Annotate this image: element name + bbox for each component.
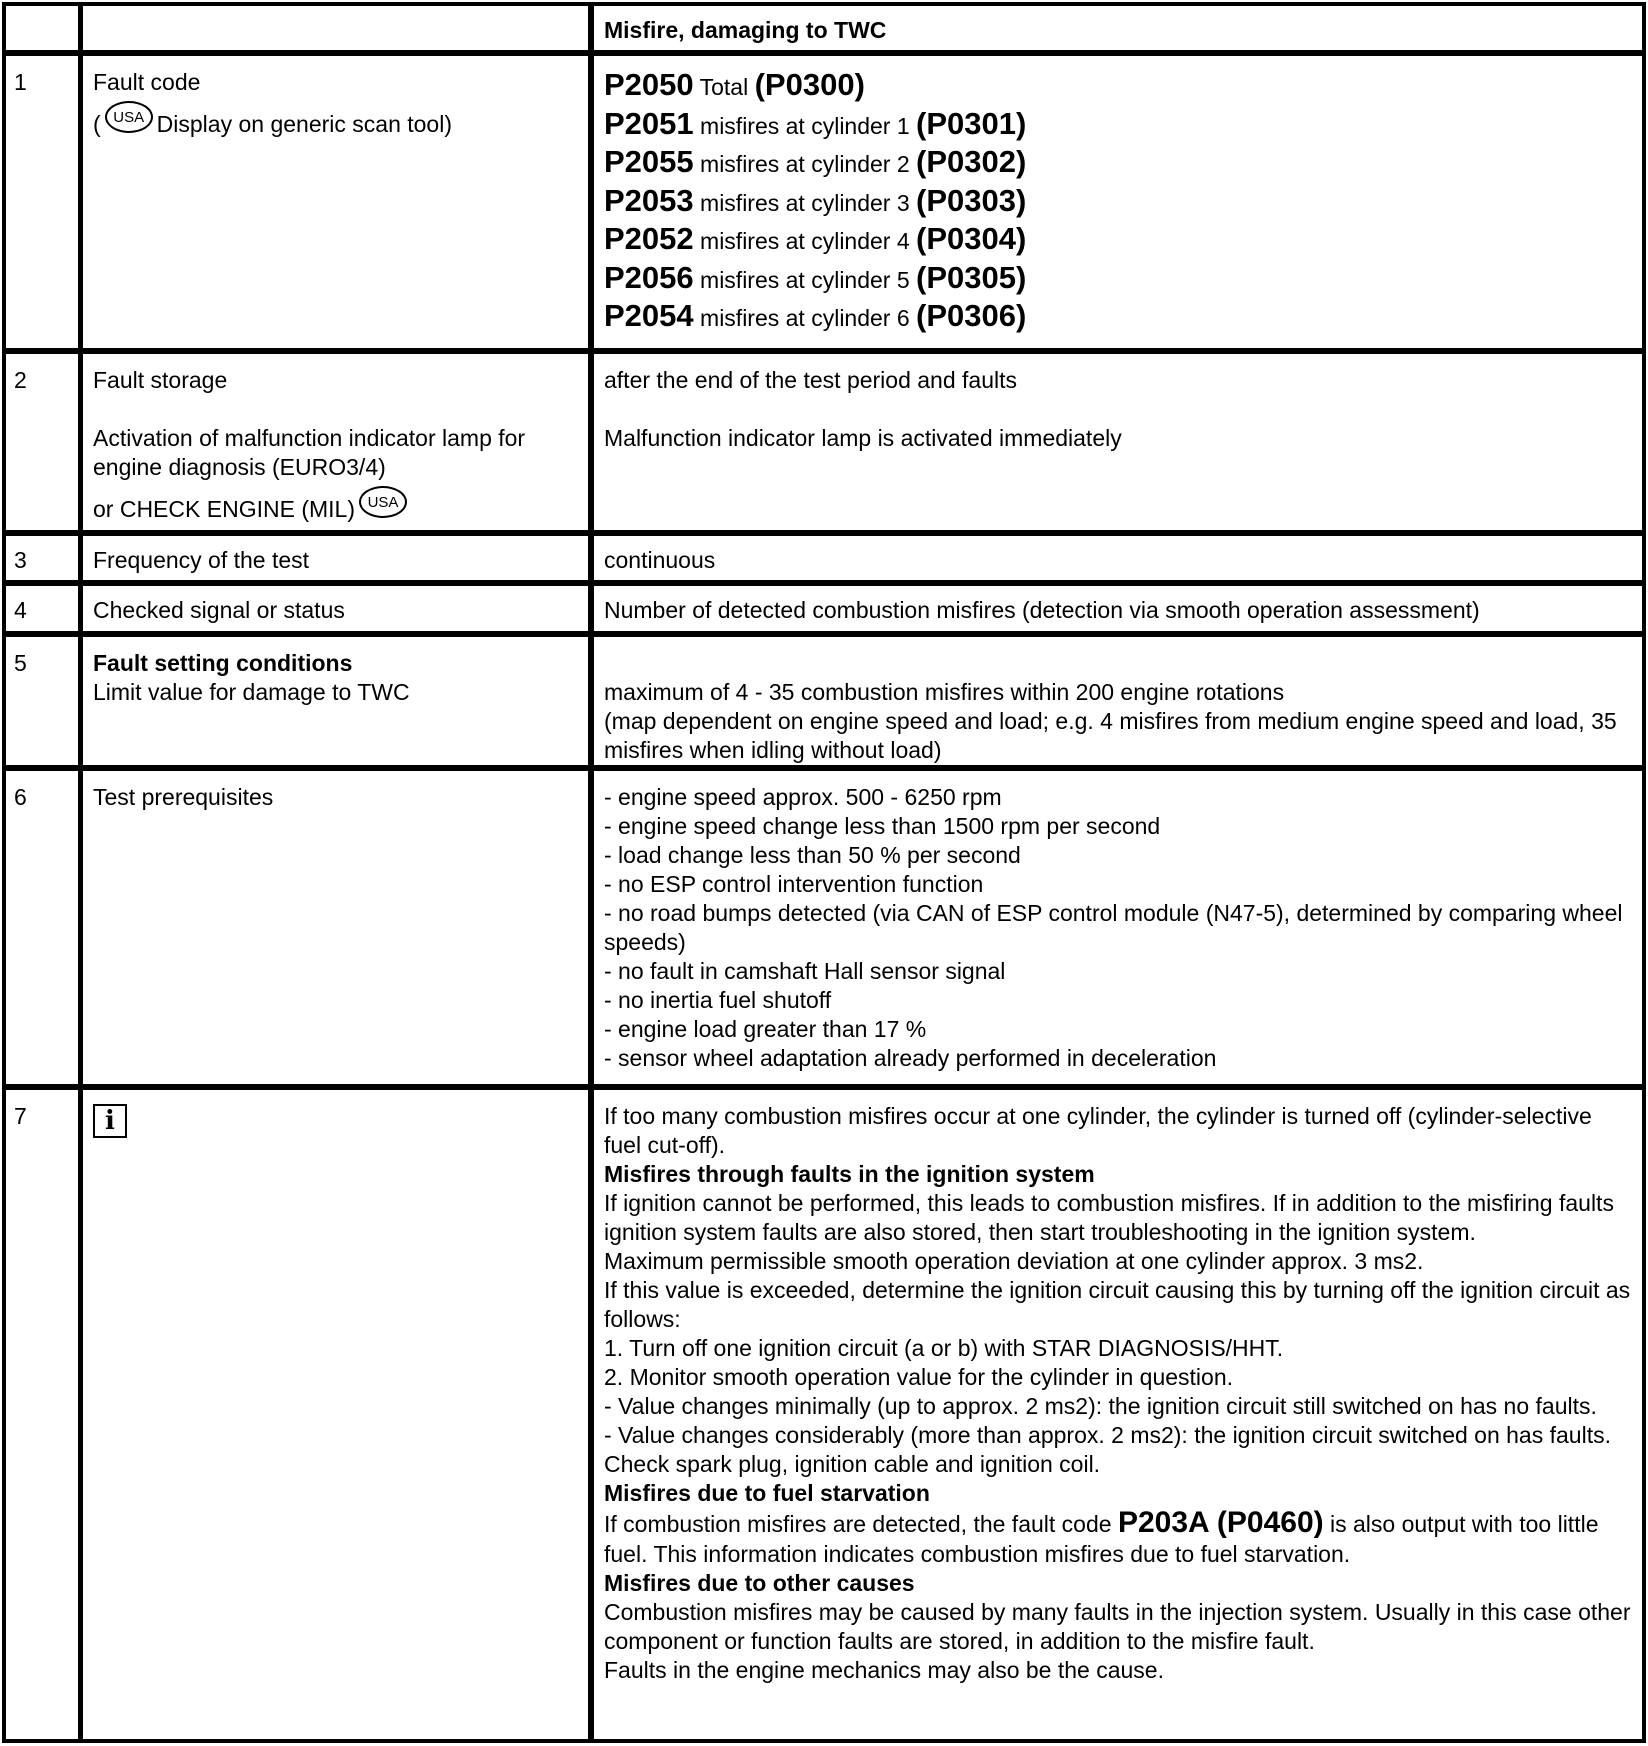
section-heading: Misfires due to fuel starvation (604, 1480, 930, 1506)
header-number-cell (6, 6, 78, 50)
paragraph: - Value changes considerably (more than approx. 2 ms2): the ignition circuit switched on has faults. Check spark plug, ignition cable and ignition coil. (604, 1422, 1611, 1477)
section-heading: Misfires due to other causes (604, 1570, 915, 1596)
paragraph: Maximum permissible smooth operation deviation at one cylinder approx. 3 ms2. (604, 1248, 1424, 1274)
fault-code-desc: Total (699, 74, 749, 100)
table-row (6, 586, 1642, 637)
fault-table (2, 2, 1646, 1743)
table-row (6, 771, 1642, 1090)
list-item: - engine load greater than 17 % (604, 1016, 927, 1042)
fault-code: P2054 (604, 298, 694, 333)
open-paren: ( (93, 111, 101, 137)
text-span: If combustion misfires are detected, the fault code (604, 1511, 1112, 1537)
fault-code-desc: misfires at cylinder 1 (700, 112, 910, 139)
info-icon: i (93, 1104, 127, 1138)
ignition-paragraphs (604, 1189, 1632, 1479)
mil-activation-value: Malfunction indicator lamp is activated immediately (604, 425, 1122, 451)
fault-code-sublabel (93, 101, 588, 139)
row-label: Checked signal or status (78, 586, 588, 631)
mil-activation-label (93, 424, 588, 524)
fault-storage-value: after the end of the test period and faults (604, 367, 1018, 393)
section-heading: Misfires through faults in the ignition system (604, 1161, 1095, 1187)
generic-fault-code: (P0304) (916, 221, 1027, 256)
usa-badge-icon: USA (359, 486, 407, 518)
table-row (6, 354, 1642, 536)
list-item: - engine speed approx. 500 - 6250 rpm (604, 784, 1002, 810)
fault-code-line (604, 143, 1632, 182)
row-value: Number of detected combustion misfires (detection via smooth operation assessment) (588, 586, 1642, 631)
fault-code-line (604, 105, 1632, 144)
row-label (78, 354, 588, 530)
paragraph: Combustion misfires may be caused by many faults in the injection system. Usually in this case other component or function faults are stored, in addition to the misfire fault. (604, 1599, 1631, 1654)
fault-code: P2055 (604, 144, 694, 179)
fault-code: P2052 (604, 221, 694, 256)
row-label (78, 1090, 588, 1741)
limit-value-text: maximum of 4 - 35 combustion misfires within 200 engine rotations (604, 679, 1285, 705)
paragraph: 1. Turn off one ignition circuit (a or b) with STAR DIAGNOSIS/HHT. (604, 1335, 1284, 1361)
table-row (6, 56, 1642, 354)
row-number: 5 (14, 650, 27, 676)
check-engine-label: or CHECK ENGINE (MIL) (93, 496, 355, 522)
limit-value-note: (map dependent on engine speed and load; e.g. 4 misfires from medium engine speed and load, 35 misfires when idling without load) (604, 708, 1617, 763)
fault-code-line (604, 220, 1632, 259)
row-value (588, 771, 1642, 1084)
row-value: continuous (588, 536, 1642, 580)
fault-code: P2050 (604, 67, 694, 102)
table-row (6, 536, 1642, 586)
table-header-row (6, 6, 1642, 56)
paragraph: If ignition cannot be performed, this leads to combustion misfires. If in addition to the misfiring faults ignition system faults are also stored, then start troubleshooting in the ignition system. (604, 1190, 1614, 1245)
fault-code-label: Fault code (93, 69, 201, 95)
limit-value-label: Limit value for damage to TWC (93, 679, 410, 705)
fault-code-inline: P203A (P0460) (1117, 1506, 1324, 1539)
row-label (78, 637, 588, 765)
fault-setting-heading: Fault setting conditions (93, 650, 353, 676)
fault-code-line (604, 66, 1632, 105)
row-number: 2 (14, 367, 27, 393)
paragraph: Faults in the engine mechanics may also be the cause. (604, 1657, 1164, 1683)
fault-code-line (604, 182, 1632, 221)
row-number: 3 (14, 547, 27, 573)
fault-code-line (604, 259, 1632, 298)
list-item: - no inertia fuel shutoff (604, 987, 832, 1013)
generic-fault-code: (P0305) (916, 259, 1027, 295)
other-causes-paragraphs (604, 1598, 1632, 1685)
note-intro: If too many combustion misfires occur at one cylinder, the cylinder is turned off (cylinder-selective fuel cut-off). (604, 1103, 1592, 1158)
list-item: - load change less than 50 % per second (604, 842, 1021, 868)
fault-code: P2056 (604, 259, 694, 295)
row-number: 7 (14, 1103, 27, 1129)
list-item: - sensor wheel adaptation already performed in deceleration (604, 1045, 1217, 1071)
fault-code: P2051 (604, 105, 694, 141)
mil-label-line (93, 486, 588, 524)
table-row (6, 637, 1642, 771)
generic-fault-code: (P0303) (916, 182, 1027, 218)
row-value (588, 354, 1642, 530)
mil-label-line: engine diagnosis (EURO3/4) (93, 454, 386, 480)
list-item: - engine speed change less than 1500 rpm per second (604, 813, 1161, 839)
paragraph: - Value changes minimally (up to approx. 2 ms2): the ignition circuit still switched on has no faults. (604, 1393, 1597, 1419)
row-number: 6 (14, 784, 27, 810)
fuel-starvation-text (604, 1508, 1632, 1569)
row-number: 1 (14, 69, 27, 95)
row-value (588, 1090, 1642, 1741)
generic-fault-code: (P0300) (754, 67, 865, 102)
generic-fault-code: (P0302) (916, 144, 1027, 179)
prerequisite-list (604, 783, 1632, 1073)
fault-code-desc: misfires at cylinder 6 (700, 305, 910, 331)
table-row (6, 1090, 1642, 1741)
list-item: - no ESP control intervention function (604, 871, 984, 897)
fault-code-desc: misfires at cylinder 5 (700, 266, 910, 293)
generic-fault-code: (P0306) (916, 298, 1027, 333)
paragraph: 2. Monitor smooth operation value for the cylinder in question. (604, 1364, 1234, 1390)
fault-code-desc: misfires at cylinder 2 (700, 151, 910, 177)
page-title: Misfire, damaging to TWC (588, 6, 1642, 50)
usa-badge-icon: USA (105, 101, 153, 133)
fault-code-desc: misfires at cylinder 3 (700, 189, 910, 216)
fault-code-desc: misfires at cylinder 4 (700, 228, 910, 254)
row-number: 4 (14, 597, 27, 623)
generic-fault-code: (P0301) (916, 105, 1027, 141)
fault-code-line (604, 297, 1632, 336)
paragraph: If this value is exceeded, determine the ignition circuit causing this by turning off the ignition circuit as follows: (604, 1277, 1631, 1332)
mil-label-line: Activation of malfunction indicator lamp for (93, 425, 526, 451)
list-item: - no road bumps detected (via CAN of ESP control module (N47-5), determined by comparing wheel speeds) (604, 900, 1623, 955)
fault-codes-cell (588, 56, 1642, 348)
row-label: Test prerequisites (78, 771, 588, 1084)
fault-code: P2053 (604, 182, 694, 218)
fault-storage-label: Fault storage (93, 367, 228, 393)
row-label (78, 56, 588, 348)
text-span: is also output with too little fuel. This information indicates combustion misfires due to fuel starvation. (604, 1511, 1599, 1567)
row-label: Frequency of the test (78, 536, 588, 580)
fault-code-list (604, 66, 1632, 336)
list-item: - no fault in camshaft Hall sensor signal (604, 958, 1006, 984)
generic-scan-label: Display on generic scan tool) (156, 111, 452, 137)
header-label-cell (78, 6, 588, 50)
row-value (588, 637, 1642, 765)
